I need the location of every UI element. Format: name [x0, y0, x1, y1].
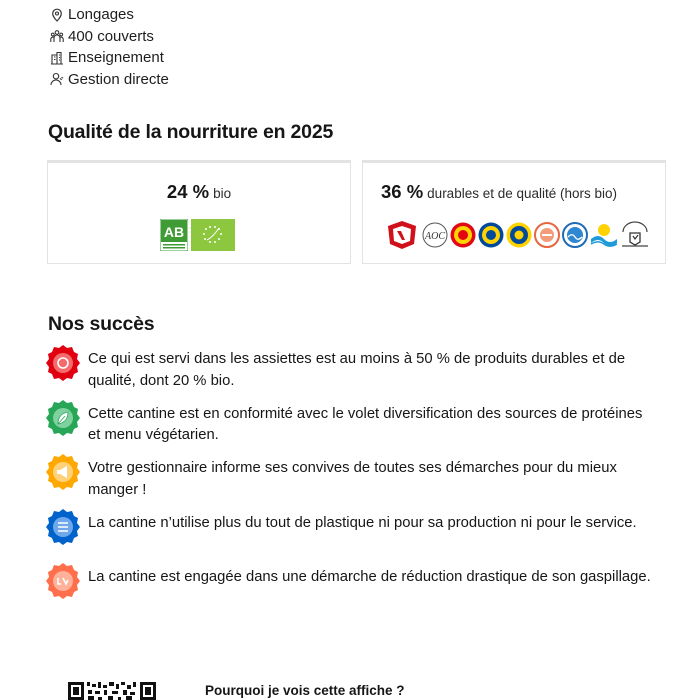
hve-logo	[534, 222, 560, 248]
info-covers	[50, 26, 169, 48]
durable-stat	[381, 181, 683, 203]
info-location-text: Longages	[68, 6, 134, 24]
commerce-equitable-logo	[620, 220, 650, 250]
megaphone-badge-icon	[46, 453, 80, 491]
school-building-icon	[50, 51, 64, 65]
success-item-quality	[46, 343, 656, 398]
aoc-logo	[422, 222, 448, 248]
success-text-quality: Ce qui est servi dans les assiettes est au moins à 50 % de produits durables et de qualité, dont 20 % bio.	[88, 351, 626, 389]
info-sector	[50, 47, 169, 69]
plate-badge-icon	[46, 344, 80, 382]
waste-badge-icon	[46, 562, 80, 600]
bio-stat	[48, 181, 350, 203]
success-item-plastic	[46, 507, 656, 562]
stg-logo	[506, 222, 532, 248]
person-icon	[50, 72, 64, 86]
info-location	[50, 4, 169, 26]
card-bio	[47, 160, 351, 264]
success-list	[46, 343, 656, 616]
success-item-diversification	[46, 398, 656, 453]
leaf-badge-icon	[46, 399, 80, 437]
footer	[68, 680, 668, 700]
peche-durable-logo	[562, 222, 588, 248]
svg-text:AOC: AOC	[425, 231, 445, 242]
success-title: Nos succès	[48, 313, 155, 335]
success-item-information	[46, 452, 656, 507]
aop-logo	[450, 222, 476, 248]
people-icon	[50, 29, 64, 43]
bio-percentage: 24 %	[166, 181, 210, 202]
location-pin-icon	[50, 8, 64, 22]
success-text-waste: La cantine est engagée dans une démarche de réduction drastique de son gaspillage.	[88, 569, 651, 585]
durable-percentage: 36 %	[381, 181, 424, 202]
bio-label: bio	[213, 186, 232, 201]
info-management	[50, 69, 169, 91]
success-item-waste	[46, 561, 656, 616]
info-sector-text: Enseignement	[68, 49, 164, 67]
bio-logos	[160, 219, 235, 251]
footer-title: Pourquoi je vois cette affiche ?	[205, 683, 405, 698]
svg-text:AB: AB	[163, 224, 185, 240]
success-text-information: Votre gestionnaire informe ses convives de toutes ses démarches pour du mieux manger !	[88, 460, 617, 498]
canteen-info	[50, 4, 169, 90]
quality-title: Qualité de la nourriture en 2025	[48, 121, 334, 143]
igp-logo	[478, 222, 504, 248]
no-plastic-badge-icon	[46, 508, 80, 546]
success-text-plastic: La cantine n’utilise plus du tout de plastique ni pour sa production ni pour le service.	[88, 514, 637, 531]
card-durable	[362, 160, 666, 264]
durable-logos	[384, 220, 650, 250]
rup-logo	[590, 222, 618, 248]
info-management-text: Gestion directe	[68, 70, 169, 88]
eu-organic-logo	[191, 219, 235, 251]
qr-code-icon[interactable]	[68, 682, 158, 700]
info-covers-text: 400 couverts	[68, 27, 154, 45]
ab-bio-logo	[160, 219, 188, 251]
durable-label: durables et de qualité (hors bio)	[427, 186, 618, 201]
success-text-diversification: Cette cantine est en conformité avec le volet diversification des sources de protéines et menu végétarien.	[88, 405, 643, 443]
label-rouge-logo	[384, 220, 420, 250]
